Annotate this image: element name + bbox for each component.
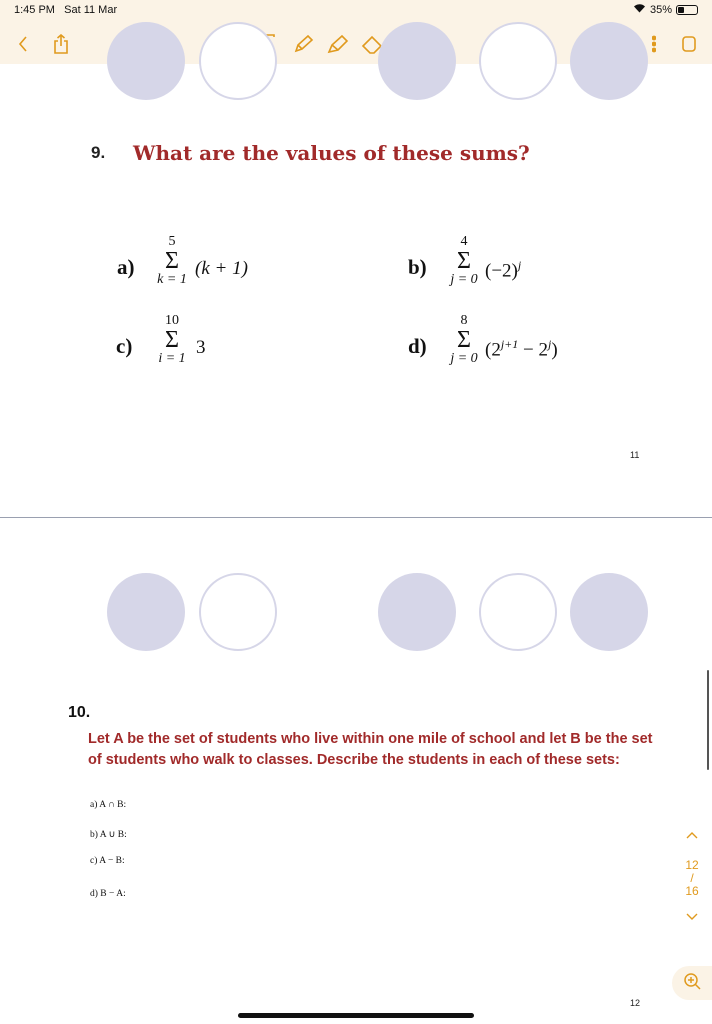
page-11 [0, 64, 712, 517]
status-time: 1:45 PM Sat 11 Mar [14, 4, 118, 16]
share-icon[interactable] [50, 30, 72, 58]
decorative-circle [570, 573, 648, 651]
decorative-circle [378, 573, 456, 651]
decorative-circle [199, 22, 277, 100]
sigma-symbol: Σ [165, 327, 179, 353]
sigma-a [148, 234, 196, 288]
sub-question-d: d) B − A: [90, 889, 126, 899]
sum-d [408, 334, 427, 359]
decorative-circle [479, 573, 557, 651]
back-icon[interactable] [12, 30, 34, 58]
sum-a [117, 255, 135, 280]
current-page: 12 [685, 858, 699, 872]
wifi-icon [633, 3, 646, 16]
sigma-lower: j = 0 [450, 272, 478, 287]
question-number: 10. [68, 704, 91, 721]
question-title: What are the values of these sums? [133, 141, 530, 165]
sub-question-a: a) A ∩ B: [90, 800, 127, 810]
chevron-down-icon[interactable] [680, 912, 704, 924]
sigma-symbol: Σ [165, 248, 179, 274]
zoom-in-icon [683, 972, 701, 995]
sum-label: b) [408, 255, 427, 279]
sum-label: d) [408, 334, 427, 358]
decorative-circle [378, 22, 456, 100]
sigma-lower: i = 1 [158, 351, 186, 366]
sum-b [408, 255, 427, 280]
sigma-upper: 8 [460, 313, 468, 328]
page-separator: / [690, 871, 694, 885]
decorative-circle [107, 573, 185, 651]
sum-expression: $(-2)^j$ [485, 258, 522, 282]
sigma-lower: j = 0 [450, 351, 478, 366]
sigma-upper: 5 [168, 234, 176, 249]
page-number: 11 [630, 450, 640, 460]
scrollbar[interactable] [707, 670, 709, 770]
sigma-upper: 10 [165, 313, 179, 328]
battery-percent: 35% [649, 3, 672, 16]
sigma-symbol: Σ [457, 248, 471, 274]
pages-icon[interactable] [678, 30, 700, 58]
decorative-circle [107, 22, 185, 100]
more-icon[interactable] [646, 30, 662, 58]
sum-c [116, 334, 132, 359]
decorative-circle [479, 22, 557, 100]
page-number: 12 [630, 998, 641, 1008]
sum-expression: 3 [196, 337, 206, 358]
sigma-b [444, 234, 484, 288]
sigma-d [444, 313, 484, 367]
sigma-c [150, 313, 194, 367]
sum-label: a) [117, 255, 135, 279]
chevron-up-icon[interactable] [680, 830, 704, 842]
sigma-upper: 4 [460, 234, 468, 249]
sub-question-b: b) A ∪ B: [90, 830, 127, 840]
sub-question-c: c) A − B: [90, 856, 125, 866]
sum-label: c) [116, 334, 133, 358]
sum-expression: (k + 1) [195, 258, 248, 279]
zoom-button[interactable] [672, 966, 712, 1000]
sigma-lower: k = 1 [157, 272, 187, 287]
home-indicator[interactable] [238, 1013, 474, 1018]
pen-icon[interactable] [292, 30, 316, 58]
question-text: Let A be the set of students who live within one mile of school and let B be the set of students who walk to classes. Describe the students in each of these sets: [88, 731, 653, 768]
battery-icon [676, 5, 698, 15]
total-pages: 16 [685, 884, 699, 898]
sum-expression: $(2^{j+1} - 2^j)$ [485, 337, 558, 361]
page-navigator [680, 830, 704, 924]
page-divider [0, 517, 712, 518]
status-indicators [633, 3, 698, 16]
question-number: 9. [91, 143, 106, 162]
sigma-symbol: Σ [457, 327, 471, 353]
decorative-circle [199, 573, 277, 651]
decorative-circle [570, 22, 648, 100]
highlighter-icon[interactable] [324, 30, 352, 58]
